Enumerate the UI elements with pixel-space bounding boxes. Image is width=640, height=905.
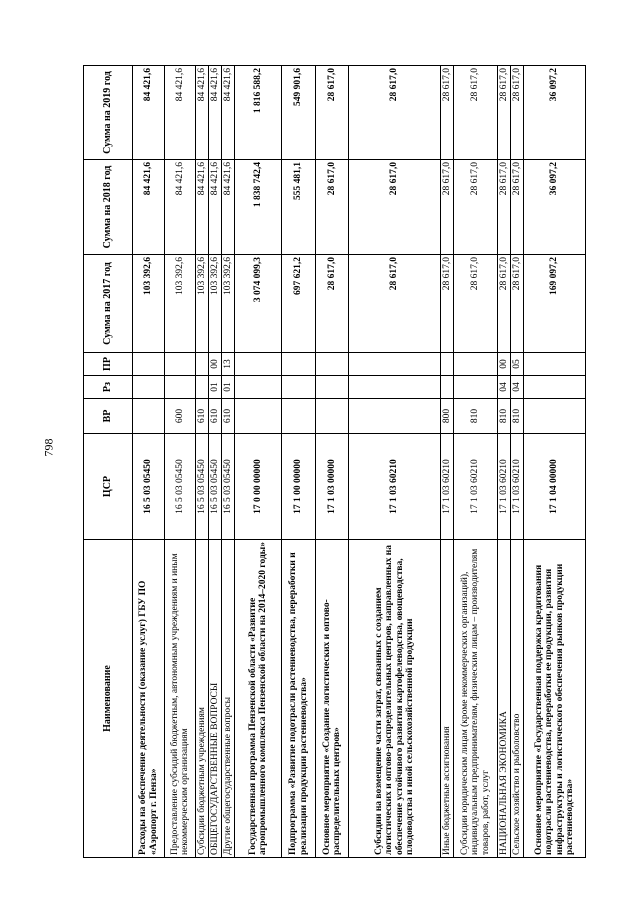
cell-name: Государственная программа Пензенской области «Развитие агропромышленного комплекса Пензенской области на 2014–2020 годы»: [235, 540, 282, 858]
cell-csr: 16 5 03 05450: [196, 434, 209, 540]
table-row: [282, 66, 316, 858]
rotated-table-container: [83, 66, 575, 858]
cell-vr: 810: [454, 399, 498, 434]
cell-sum-2019: 28 617,0: [498, 66, 511, 160]
cell-sum-2017: 28 617,0: [511, 255, 524, 353]
cell-vr: [316, 399, 349, 434]
cell-name: Основное мероприятие «Создание логистических и оптово-распределительных центров»: [316, 540, 349, 858]
cell-sum-2017: 28 617,0: [316, 255, 349, 353]
cell-sum-2019: 84 421,6: [133, 66, 165, 160]
cell-vr: [282, 399, 316, 434]
cell-csr: 16 5 03 05450: [209, 434, 222, 540]
cell-vr: 610: [222, 399, 235, 434]
cell-name: Предоставление субсидий бюджетным, автономным учреждениям и иным некоммерческим организациям: [165, 540, 196, 858]
cell-csr: 17 1 03 00000: [316, 434, 349, 540]
cell-pr: [349, 353, 441, 376]
cell-sum-2018: 28 617,0: [441, 160, 454, 255]
cell-vr: [133, 399, 165, 434]
cell-pr: 00: [209, 353, 222, 376]
cell-rz: 04: [511, 376, 524, 399]
cell-vr: [524, 399, 586, 434]
cell-rz: [524, 376, 586, 399]
cell-name: Основное мероприятие «Государственная поддержка кредитования подотрасли растениеводства, переработки ее продукции, развития инфраструктуры и логистического обеспечения рынков продукции растениеводства»: [524, 540, 586, 858]
cell-sum-2017: 28 617,0: [454, 255, 498, 353]
cell-rz: [316, 376, 349, 399]
cell-pr: 05: [511, 353, 524, 376]
cell-rz: [235, 376, 282, 399]
table-row: [524, 66, 586, 858]
cell-pr: [165, 353, 196, 376]
budget-table-rotated: [83, 66, 575, 858]
cell-sum-2019: 28 617,0: [316, 66, 349, 160]
table-header-row: [84, 66, 133, 858]
cell-name: Подпрограмма «Развитие подотрасли растениеводства, переработки и реализации продукции растениеводства»: [282, 540, 316, 858]
table-row: [209, 66, 222, 858]
cell-rz: [282, 376, 316, 399]
cell-csr: 16 5 03 05450: [222, 434, 235, 540]
cell-sum-2017: 103 392,6: [165, 255, 196, 353]
table-row: [454, 66, 498, 858]
cell-sum-2018: 84 421,6: [222, 160, 235, 255]
table-body: [133, 66, 586, 858]
cell-sum-2019: 84 421,6: [165, 66, 196, 160]
cell-sum-2018: 36 097,2: [524, 160, 586, 255]
header-sum-2018: Сумма на 2018 год: [84, 160, 133, 255]
cell-sum-2019: 84 421,6: [209, 66, 222, 160]
cell-sum-2017: 28 617,0: [349, 255, 441, 353]
cell-vr: 800: [441, 399, 454, 434]
cell-name: Субсидии бюджетным учреждениям: [196, 540, 209, 858]
cell-sum-2018: 84 421,6: [196, 160, 209, 255]
cell-csr: 16 5 03 05450: [133, 434, 165, 540]
cell-name: ОБЩЕГОСУДАРСТВЕННЫЕ ВОПРОСЫ: [209, 540, 222, 858]
cell-sum-2018: 84 421,6: [133, 160, 165, 255]
cell-sum-2017: 3 074 099,3: [235, 255, 282, 353]
cell-sum-2017: 697 621,2: [282, 255, 316, 353]
cell-csr: 17 1 00 00000: [282, 434, 316, 540]
cell-name: Сельское хозяйство и рыболовство: [511, 540, 524, 858]
cell-csr: 17 1 03 60210: [498, 434, 511, 540]
cell-pr: [316, 353, 349, 376]
cell-csr: 17 1 04 00000: [524, 434, 586, 540]
cell-sum-2019: 28 617,0: [349, 66, 441, 160]
cell-pr: [282, 353, 316, 376]
cell-sum-2017: 28 617,0: [441, 255, 454, 353]
cell-name: Субсидии юридическим лицам (кроме некоммерческих организаций), индивидуальным предпринимателям, физическим лицам – производителям товаров, работ, услуг: [454, 540, 498, 858]
budget-table: [83, 65, 586, 858]
cell-name: Расходы на обеспечение деятельности (оказание услуг) ГБУ ПО «Аэропорт г. Пенза»: [133, 540, 165, 858]
cell-name: НАЦИОНАЛЬНАЯ ЭКОНОМИКА: [498, 540, 511, 858]
table-row: [511, 66, 524, 858]
cell-vr: [235, 399, 282, 434]
cell-sum-2017: 103 392,6: [133, 255, 165, 353]
table-row: [222, 66, 235, 858]
header-sum-2017: Сумма на 2017 год: [84, 255, 133, 353]
cell-rz: [196, 376, 209, 399]
cell-pr: [454, 353, 498, 376]
cell-rz: 01: [222, 376, 235, 399]
cell-sum-2018: 28 617,0: [316, 160, 349, 255]
header-name: Наименование: [84, 540, 133, 858]
cell-sum-2018: 84 421,6: [165, 160, 196, 255]
cell-sum-2017: 28 617,0: [498, 255, 511, 353]
cell-csr: 17 1 03 60210: [454, 434, 498, 540]
cell-vr: 810: [511, 399, 524, 434]
cell-pr: 13: [222, 353, 235, 376]
cell-vr: [349, 399, 441, 434]
table-row: [235, 66, 282, 858]
cell-pr: [196, 353, 209, 376]
cell-sum-2019: 28 617,0: [454, 66, 498, 160]
cell-rz: [441, 376, 454, 399]
cell-name: Другие общегосударственные вопросы: [222, 540, 235, 858]
cell-sum-2018: 28 617,0: [498, 160, 511, 255]
cell-sum-2018: 555 481,1: [282, 160, 316, 255]
header-sum-2019: Сумма на 2019 год: [84, 66, 133, 160]
cell-sum-2019: 84 421,6: [222, 66, 235, 160]
table-row: [316, 66, 349, 858]
cell-sum-2018: 84 421,6: [209, 160, 222, 255]
cell-sum-2019: 84 421,6: [196, 66, 209, 160]
cell-pr: [524, 353, 586, 376]
cell-sum-2019: 36 097,2: [524, 66, 586, 160]
table-row: [498, 66, 511, 858]
page-number: 798: [41, 438, 56, 457]
cell-csr: 17 1 03 60210: [511, 434, 524, 540]
cell-sum-2017: 103 392,6: [222, 255, 235, 353]
cell-rz: 04: [498, 376, 511, 399]
cell-pr: [133, 353, 165, 376]
cell-vr: 610: [209, 399, 222, 434]
table-row: [196, 66, 209, 858]
cell-sum-2018: 1 838 742,4: [235, 160, 282, 255]
cell-name: Субсидии на возмещение части затрат, связанных с созданием логистических и оптово-распределительных центров, направленных на обеспечение устойчивого развития картофелеводства, овощеводства, плодоводства и иной сельскохозяйственной продукции: [349, 540, 441, 858]
header-pr: ПР: [84, 353, 133, 376]
cell-csr: 17 0 00 00000: [235, 434, 282, 540]
cell-rz: 01: [209, 376, 222, 399]
cell-pr: [235, 353, 282, 376]
cell-vr: 610: [196, 399, 209, 434]
cell-rz: [165, 376, 196, 399]
cell-csr: 17 1 03 60210: [441, 434, 454, 540]
cell-csr: 17 1 03 60210: [349, 434, 441, 540]
table-row: [133, 66, 165, 858]
cell-sum-2017: 169 097,2: [524, 255, 586, 353]
cell-sum-2017: 103 392,6: [196, 255, 209, 353]
table-row: [349, 66, 441, 858]
cell-sum-2018: 28 617,0: [349, 160, 441, 255]
cell-vr: 810: [498, 399, 511, 434]
cell-rz: [349, 376, 441, 399]
header-csr: ЦСР: [84, 434, 133, 540]
cell-sum-2019: 28 617,0: [511, 66, 524, 160]
cell-rz: [454, 376, 498, 399]
cell-sum-2018: 28 617,0: [454, 160, 498, 255]
cell-sum-2019: 549 901,6: [282, 66, 316, 160]
cell-pr: [441, 353, 454, 376]
table-row: [441, 66, 454, 858]
header-rz: Рз: [84, 376, 133, 399]
cell-sum-2017: 103 392,6: [209, 255, 222, 353]
header-vr: ВР: [84, 399, 133, 434]
cell-name: Иные бюджетные ассигнования: [441, 540, 454, 858]
cell-pr: 00: [498, 353, 511, 376]
table-row: [165, 66, 196, 858]
cell-sum-2019: 1 816 588,2: [235, 66, 282, 160]
cell-sum-2018: 28 617,0: [511, 160, 524, 255]
cell-vr: 600: [165, 399, 196, 434]
cell-csr: 16 5 03 05450: [165, 434, 196, 540]
cell-rz: [133, 376, 165, 399]
cell-sum-2019: 28 617,0: [441, 66, 454, 160]
